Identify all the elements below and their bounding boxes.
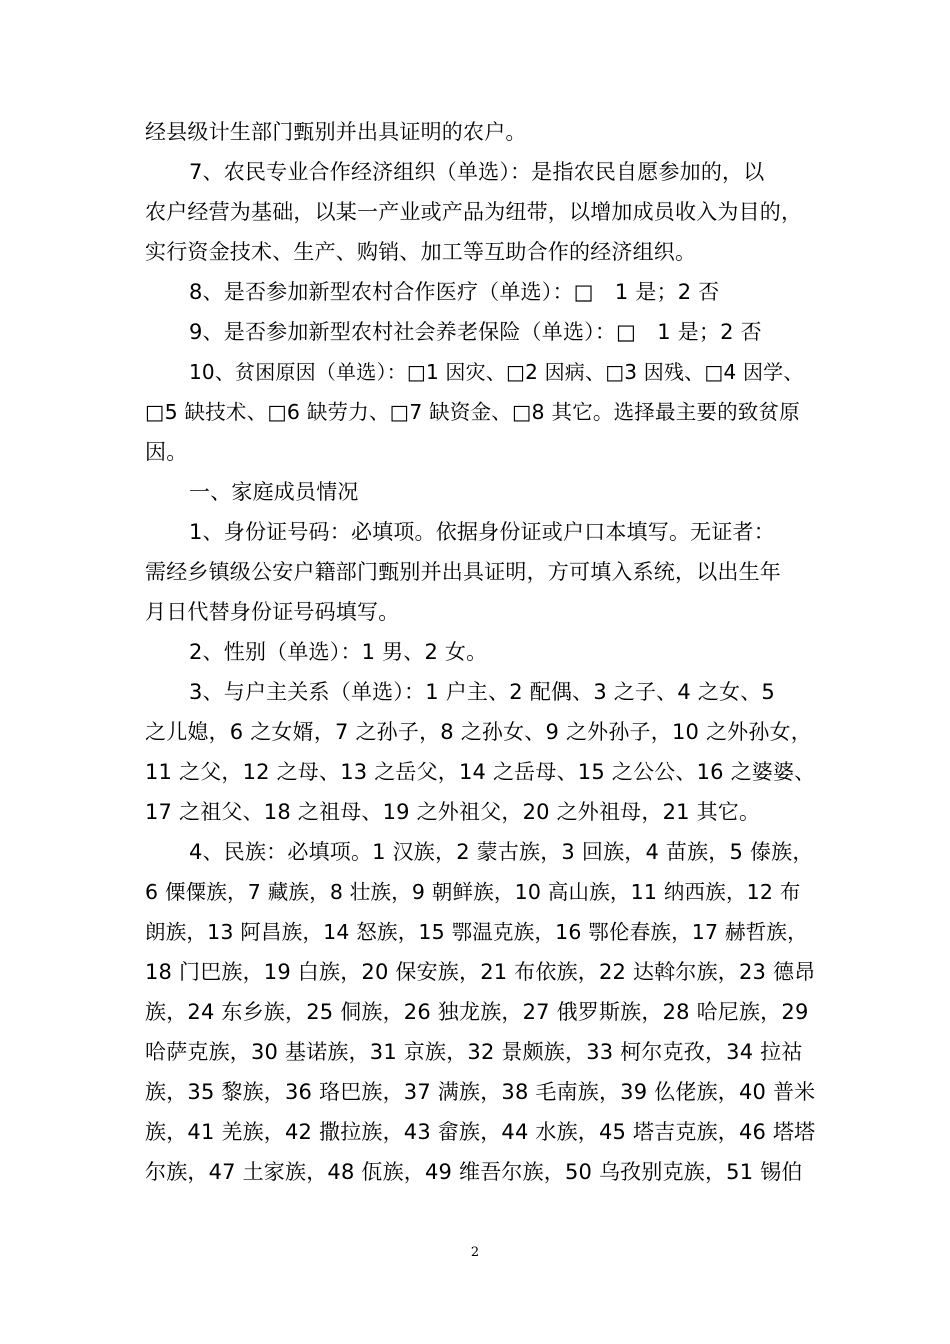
text-line: 需经乡镇级公安户籍部门甄别并出具证明，方可填入系统，以出生年	[145, 560, 781, 584]
text-line: 4、民族：必填项。1 汉族，2 蒙古族，3 回族，4 苗族，5 傣族，	[189, 840, 814, 864]
text-line: 18 门巴族，19 白族，20 保安族，21 布依族，22 达斡尔族，23 德昂	[145, 960, 816, 984]
text-line: 月日代替身份证号码填写。	[145, 600, 400, 624]
text-line: 3、与户主关系（单选）：1 户主、2 配偶、3 之子、4 之女、5	[189, 680, 775, 704]
text-line: 族，41 羌族，42 撒拉族，43 畲族，44 水族，45 塔吉克族，46 塔塔	[145, 1120, 816, 1144]
text-line: 17 之祖父、18 之祖母、19 之外祖父，20 之外祖母，21 其它。	[145, 800, 761, 824]
text-line: 9、是否参加新型农村社会养老保险（单选）：□ 1 是；2 否	[189, 320, 762, 344]
text-line: 经县级计生部门甄别并出具证明的农户。	[145, 120, 527, 144]
text-line: 实行资金技术、生产、购销、加工等互助合作的经济组织。	[145, 240, 697, 264]
text-line: 之儿媳，6 之女婿，7 之孙子，8 之孙女、9 之外孙子，10 之外孙女，	[145, 720, 812, 744]
text-line: 11 之父，12 之母、13 之岳父，14 之岳母、15 之公公、16 之婆婆、	[145, 760, 816, 784]
text-line: 族，35 黎族，36 珞巴族，37 满族，38 毛南族，39 仫佬族，40 普米	[145, 1080, 816, 1104]
section-heading: 一、家庭成员情况	[189, 480, 359, 504]
text-line: 6 傈僳族，7 藏族，8 壮族，9 朝鲜族，10 高山族，11 纳西族，12 布	[145, 880, 801, 904]
text-line: 尔族，47 土家族，48 佤族，49 维吾尔族，50 乌孜别克族，51 锡伯	[145, 1160, 803, 1184]
page-number: 2	[470, 1245, 480, 1260]
text-line: 哈萨克族，30 基诺族，31 京族，32 景颇族，33 柯尔克孜，34 拉祜	[145, 1040, 803, 1064]
text-line: 8、是否参加新型农村合作医疗（单选）：□ 1 是；2 否	[189, 280, 720, 304]
text-line: 族，24 东乡族，25 侗族，26 独龙族，27 俄罗斯族，28 哈尼族，29	[145, 1000, 809, 1024]
text-line: 2、性别（单选）：1 男、2 女。	[189, 640, 488, 664]
text-line: 农户经营为基础，以某一产业或产品为纽带，以增加成员收入为目的，	[145, 200, 803, 224]
text-line: 10、贫困原因（单选）：□1 因灾、□2 因病、□3 因残、□4 因学、	[189, 360, 804, 384]
text-line: 7、农民专业合作经济组织（单选）：是指农民自愿参加的，以	[189, 160, 765, 184]
text-line: 1、身份证号码：必填项。依据身份证或户口本填写。无证者：	[189, 520, 775, 544]
text-line: □5 缺技术、□6 缺劳力、□7 缺资金、□8 其它。选择最主要的致贫原	[145, 400, 800, 424]
text-line: 因。	[145, 440, 188, 464]
text-line: 朗族，13 阿昌族，14 怒族，15 鄂温克族，16 鄂伦春族，17 赫哲族，	[145, 920, 808, 944]
